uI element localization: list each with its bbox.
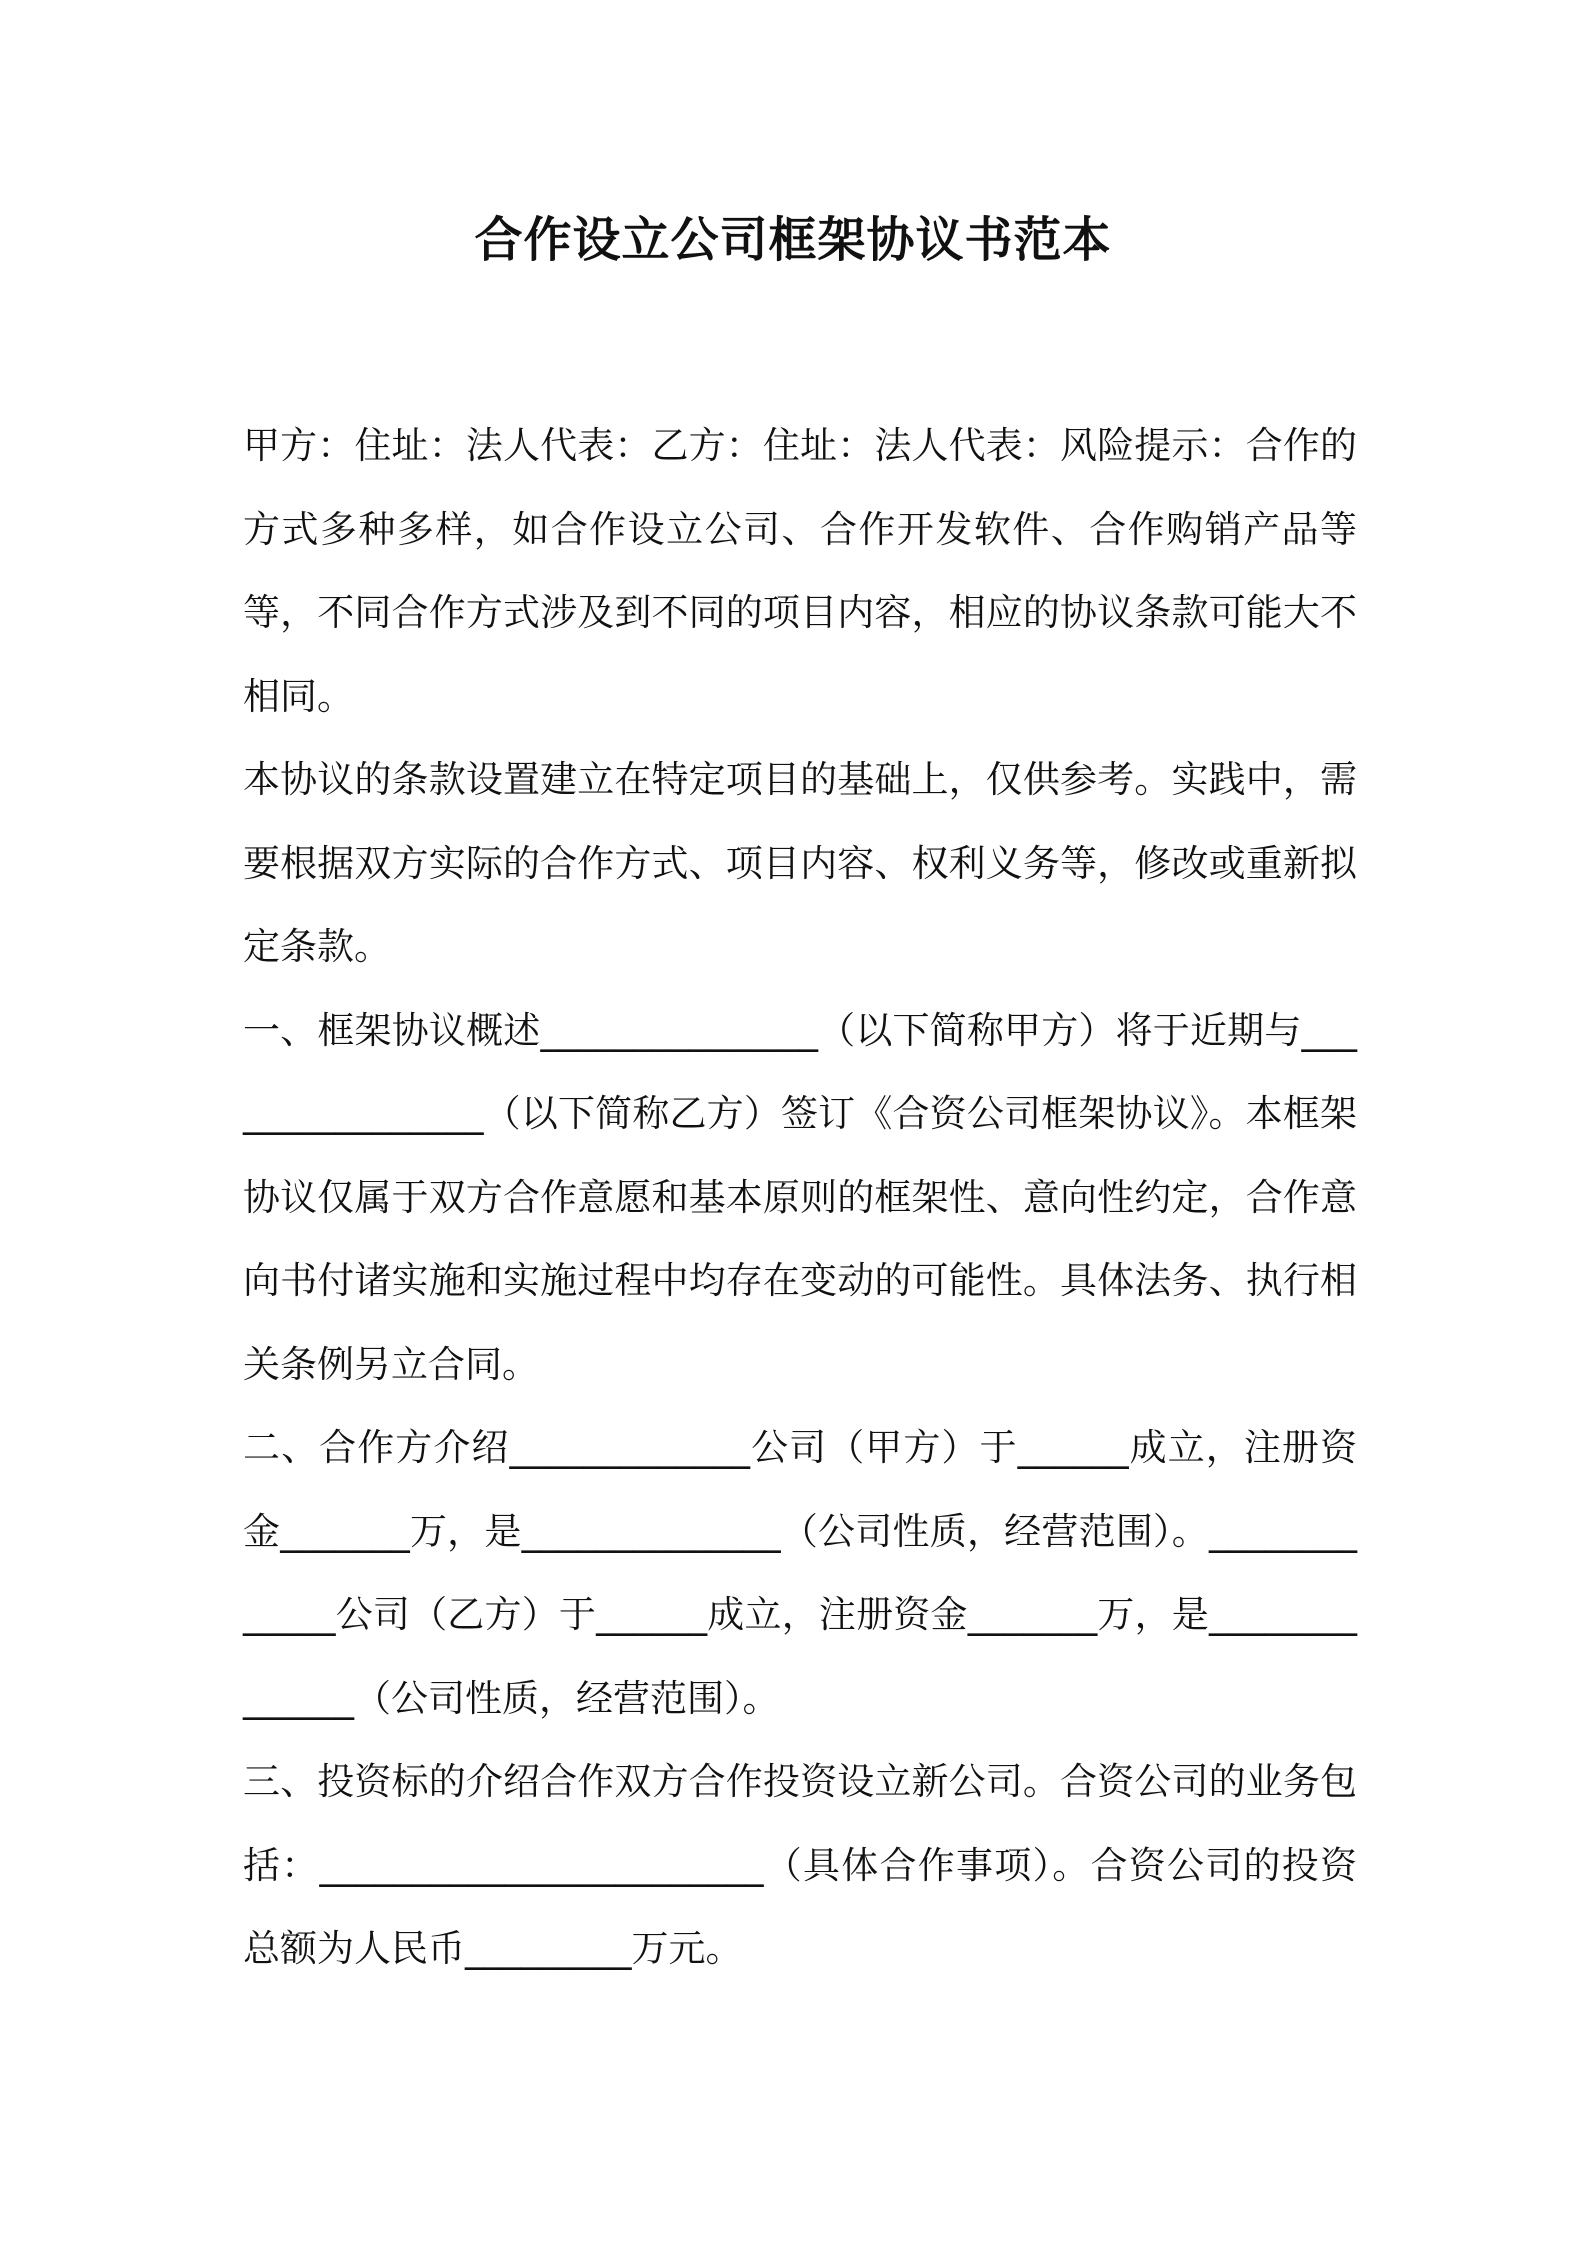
- paragraph-reference-note: 本协议的条款设置建立在特定项目的基础上，仅供参考。实践中，需要根据双方实际的合作方式、项目内容、权利义务等，修改或重新拟定条款。: [243, 758, 1357, 968]
- paragraph-section-3-investment: 三、投资标的介绍合作双方合作投资设立新公司。合资公司的业务包括：________________________（具体合作事项）。合资公司的投资总额为人民币_________万元。: [243, 1760, 1357, 1970]
- paragraph-section-2-parties: 二、合作方介绍_____________公司（甲方）于______成立，注册资金_______万，是______________（公司性质，经营范围）。_____________公司（乙方）于______成立，注册资金_______万，是______________（公司性质，经营范围）。: [243, 1426, 1357, 1720]
- document-title: 合作设立公司框架协议书范本: [474, 212, 1112, 268]
- paragraph-section-1-overview: 一、框架协议概述_______________（以下简称甲方）将于近期与________________（以下简称乙方）签订《合资公司框架协议》。本框架协议仅属于双方合作意愿和基本原则的框架性、意向性约定，合作意向书付诸实施和实施过程中均存在变动的可能性。具体法务、执行相关条例另立合同。: [243, 1008, 1357, 1386]
- document-body: [243, 404, 1357, 1991]
- paragraph-parties-risk-notice: 甲方：住址：法人代表：乙方：住址：法人代表：风险提示：合作的方式多种多样，如合作设立公司、合作开发软件、合作购销产品等等，不同合作方式涉及到不同的项目内容，相应的协议条款可能大不相同。: [243, 424, 1357, 718]
